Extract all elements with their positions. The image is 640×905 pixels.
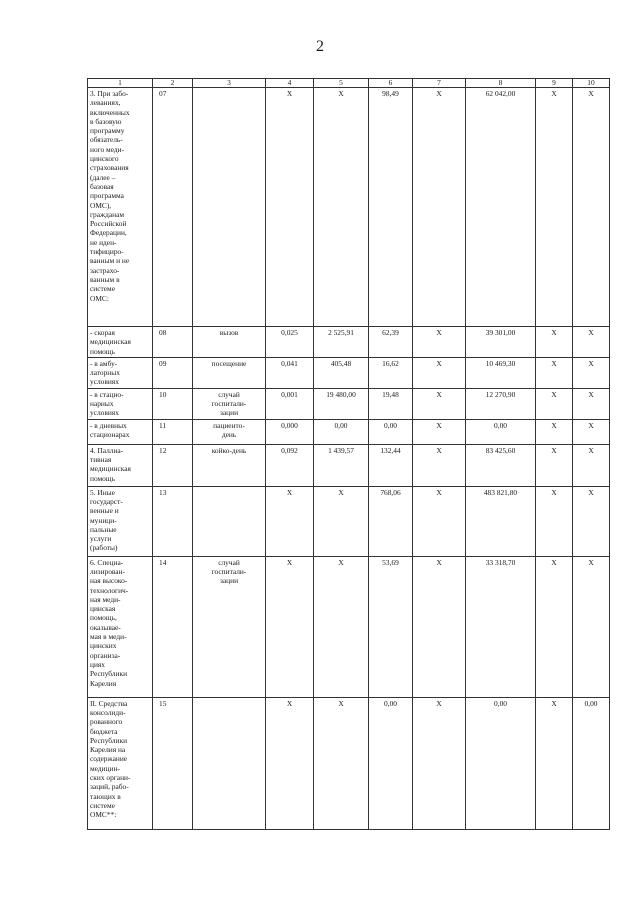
value-cell: 0,025 [266,327,314,358]
value-cell: X [413,88,466,327]
value-cell: X [536,388,573,419]
row-label: II. Средства консолиди- рованного бюджета Республики Карелия на содержание медицин- ских органи- заций, рабо- тающих в системе ОМС**: [88,697,153,829]
value-cell: X [536,486,573,556]
table-row [88,556,610,697]
row-code: 08 [153,327,193,358]
value-cell: 53,69 [369,556,413,697]
column-number: 2 [153,79,193,88]
value-cell: X [536,357,573,388]
value-cell: 62 042,00 [466,88,536,327]
column-number: 8 [466,79,536,88]
value-cell: X [413,419,466,444]
value-cell: X [536,556,573,697]
value-cell: 0,00 [314,419,369,444]
value-cell: X [573,388,610,419]
column-number: 4 [266,79,314,88]
value-cell: 132,44 [369,444,413,486]
table-row [88,88,610,327]
table-row [88,419,610,444]
unit-cell: вызов [193,327,266,358]
row-label: 4. Паллиа- тивная медицинская помощь [88,444,153,486]
row-label: - в дневных стационарах [88,419,153,444]
column-number: 7 [413,79,466,88]
value-cell: 0,092 [266,444,314,486]
value-cell: 10 469,30 [466,357,536,388]
value-cell: 0,00 [466,697,536,829]
unit-cell: случай госпитали- зации [193,388,266,419]
page-number: 2 [316,38,324,55]
unit-cell [193,88,266,327]
value-cell: X [413,486,466,556]
value-cell: X [573,444,610,486]
value-cell: X [573,486,610,556]
value-cell: X [413,357,466,388]
value-cell: X [413,444,466,486]
table-row [88,486,610,556]
value-cell: 483 821,80 [466,486,536,556]
value-cell: X [266,556,314,697]
value-cell: 16,62 [369,357,413,388]
value-cell: 12 270,90 [466,388,536,419]
value-cell: 0,041 [266,357,314,388]
value-cell: 0,00 [369,697,413,829]
row-code: 13 [153,486,193,556]
table-row [88,388,610,419]
unit-cell: случай госпитали- зации [193,556,266,697]
unit-cell: посещение [193,357,266,388]
row-label: 6. Специа- лизирован- ная высоко- технологич- ная меди- цинская помощь, оказывае- мая в меди- цинских организа- циях Республики Карелия [88,556,153,697]
column-number: 9 [536,79,573,88]
value-cell: X [314,486,369,556]
row-code: 09 [153,357,193,388]
column-number: 5 [314,79,369,88]
unit-cell: пациенто- день [193,419,266,444]
value-cell: 768,06 [369,486,413,556]
value-cell: X [266,697,314,829]
table-row [88,357,610,388]
column-number: 10 [573,79,610,88]
row-label: 3. При забо- леваниях, включенных в базовую программу обязатель- ного меди- цинского страхования (далее – базовая программа ОМС), гражданам Российской Федерации, не иден- тифициро- ванным и не застрахо- ванным в системе ОМС: [88,88,153,327]
column-number-row [88,79,610,88]
value-cell: 39 301,00 [466,327,536,358]
value-cell: X [536,327,573,358]
value-cell: X [536,444,573,486]
value-cell: 19,48 [369,388,413,419]
value-cell: 0,001 [266,388,314,419]
value-cell: X [573,419,610,444]
column-number: 3 [193,79,266,88]
table-row [88,697,610,829]
value-cell: 1 439,57 [314,444,369,486]
row-code: 07 [153,88,193,327]
value-cell: X [413,327,466,358]
value-cell: X [536,419,573,444]
row-code: 11 [153,419,193,444]
value-cell: 405,48 [314,357,369,388]
row-label: - в стацио- нарных условиях [88,388,153,419]
value-cell: X [314,88,369,327]
value-cell: 98,49 [369,88,413,327]
value-cell: 83 425,60 [466,444,536,486]
value-cell: X [314,556,369,697]
row-label: - в амбу- латорных условиях [88,357,153,388]
value-cell: 0,000 [266,419,314,444]
value-cell: X [573,556,610,697]
value-cell: 0,00 [466,419,536,444]
value-cell: X [573,88,610,327]
row-code: 10 [153,388,193,419]
value-cell: X [573,327,610,358]
row-code: 14 [153,556,193,697]
value-cell: 62,39 [369,327,413,358]
row-label: 5. Иные государст- венные и муници- пальные услуги (работы) [88,486,153,556]
column-number: 1 [88,79,153,88]
value-cell: X [413,556,466,697]
row-code: 15 [153,697,193,829]
table-row [88,327,610,358]
value-cell: 0,00 [573,697,610,829]
unit-cell [193,486,266,556]
row-label: - скорая медицинская помощь [88,327,153,358]
value-cell: X [314,697,369,829]
financing-table [87,78,610,830]
value-cell: X [266,88,314,327]
table-row [88,444,610,486]
unit-cell [193,697,266,829]
value-cell: 33 318,70 [466,556,536,697]
value-cell: 2 525,91 [314,327,369,358]
value-cell: X [573,357,610,388]
row-code: 12 [153,444,193,486]
value-cell: X [536,697,573,829]
value-cell: 19 480,00 [314,388,369,419]
value-cell: X [266,486,314,556]
value-cell: X [413,697,466,829]
value-cell: X [536,88,573,327]
unit-cell: койко-день [193,444,266,486]
value-cell: 0,00 [369,419,413,444]
value-cell: X [413,388,466,419]
column-number: 6 [369,79,413,88]
